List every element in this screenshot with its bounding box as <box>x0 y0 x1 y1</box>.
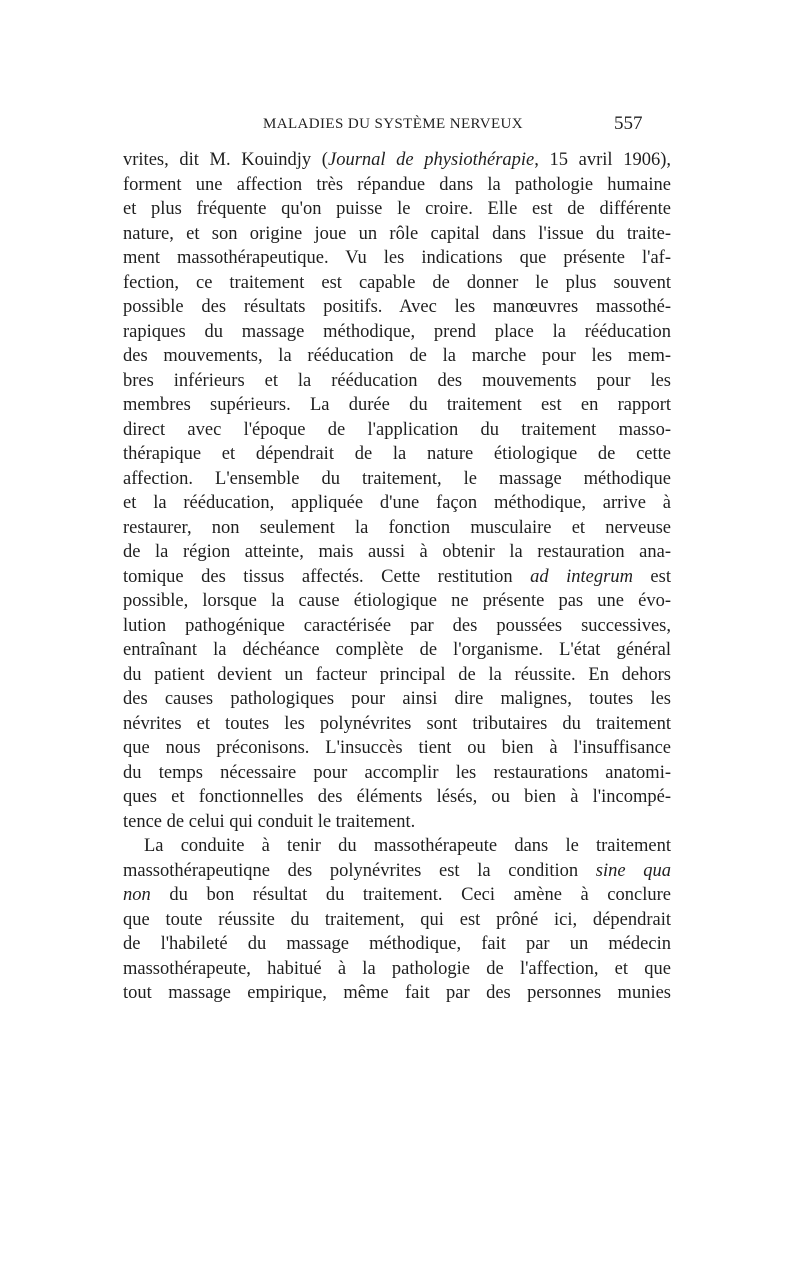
text-line: rapiques du massage méthodique, prend place la rééducation <box>123 321 671 342</box>
text-line: La conduite à tenir du massothérapeute dans le traitement <box>144 836 671 856</box>
text-line: entraînant la déchéance complète de l'organisme. L'état général <box>123 640 671 660</box>
text-line: thérapique et dépendrait de la nature étiologique de cette <box>123 444 671 464</box>
text-line: tence de celui qui conduit le traitement. <box>123 811 416 832</box>
text-line: ment massothérapeutique. Vu les indications que présente l'af- <box>123 248 671 268</box>
text-line: non du bon résultat du traitement. Ceci amène à conclure <box>123 885 671 905</box>
text-line: possible des résultats positifs. Avec les manœuvres massothé- <box>123 297 671 317</box>
text-line: massothérapeute, habitué à la pathologie de l'affection, et que <box>123 958 671 979</box>
running-head <box>0 113 800 138</box>
text-line: des causes pathologiques pour ainsi dire malignes, toutes les <box>123 689 671 709</box>
text-line: possible, lorsque la cause étiologique ne présente pas une évo- <box>123 591 671 611</box>
text-line: du patient devient un facteur principal de la réussite. En dehors <box>123 664 671 685</box>
text-line: forment une affection très répandue dans la pathologie humaine <box>123 174 671 195</box>
text-line: membres supérieurs. La durée du traitement est en rapport <box>123 395 671 415</box>
paragraph-2 <box>123 834 671 1006</box>
text-line: de l'habileté du massage méthodique, fait par un médecin <box>123 934 671 954</box>
text-line: et plus fréquente qu'on puisse le croire. Elle est de différente <box>123 199 671 219</box>
text-line: des mouvements, la rééducation de la marche pour les mem- <box>123 346 671 366</box>
text-line: et la rééducation, appliquée d'une façon méthodique, arrive à <box>123 493 671 513</box>
text-line: tout massage empirique, même fait par des personnes munies <box>123 983 671 1003</box>
text-line: bres inférieurs et la rééducation des mouvements pour les <box>123 370 671 391</box>
text-line: massothérapeutiqne des polynévrites est la condition sine qua <box>123 860 671 881</box>
text-line: vrites, dit M. Kouindjy (Journal de physiothérapie, 15 avril 1906), <box>123 150 672 170</box>
text-line: restaurer, non seulement la fonction musculaire et nerveuse <box>123 517 671 538</box>
paragraph-1 <box>123 148 671 834</box>
text-line: lution pathogénique caractérisée par des poussées successives, <box>123 615 671 636</box>
text-line: que nous préconisons. L'insuccès tient ou bien à l'insuffisance <box>123 738 671 758</box>
text-line: tomique des tissus affectés. Cette restitution ad integrum est <box>123 566 671 587</box>
text-line: direct avec l'époque de l'application du traitement masso- <box>123 419 671 440</box>
text-line: affection. L'ensemble du traitement, le massage méthodique <box>123 468 671 489</box>
running-title: MALADIES DU SYSTÈME NERVEUX <box>263 116 524 132</box>
text-line: de la région atteinte, mais aussi à obtenir la restauration ana- <box>123 542 671 562</box>
page-number: 557 <box>614 113 643 134</box>
text-line: fection, ce traitement est capable de donner le plus souvent <box>123 272 671 293</box>
text-line: que toute réussite du traitement, qui est prôné ici, dépendrait <box>123 909 671 930</box>
text-line: du temps nécessaire pour accomplir les restaurations anatomi- <box>123 762 671 783</box>
body-text <box>123 148 671 1006</box>
text-line: névrites et toutes les polynévrites sont tributaires du traitement <box>123 713 671 734</box>
text-line: ques et fonctionnelles des éléments lésés, ou bien à l'incompé- <box>123 787 671 807</box>
text-line: nature, et son origine joue un rôle capital dans l'issue du traite- <box>123 223 671 244</box>
